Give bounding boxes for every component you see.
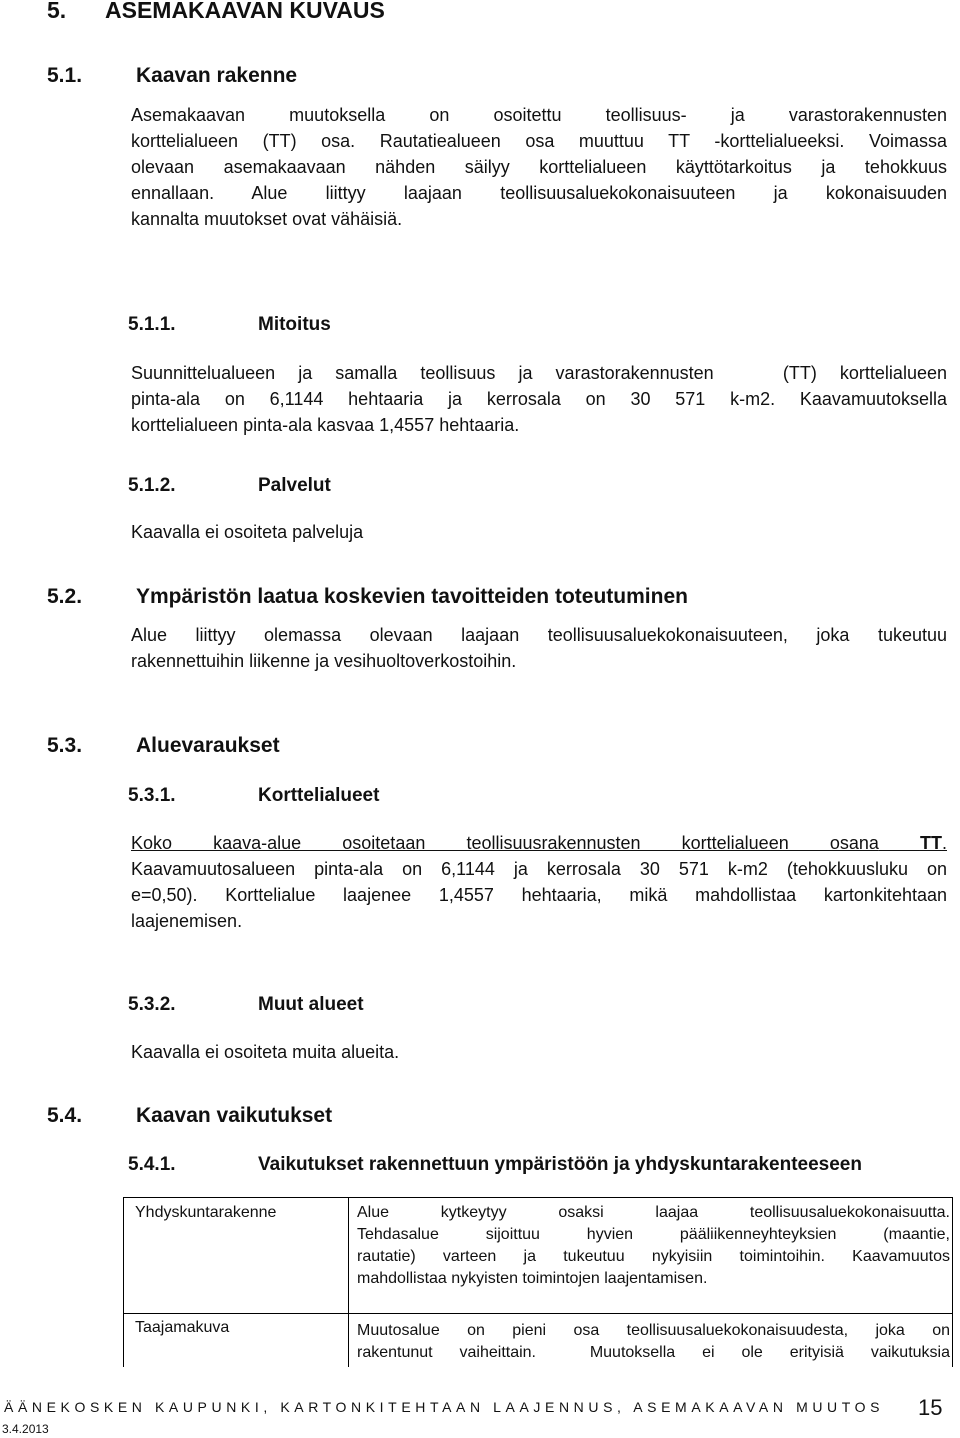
text-line: e=0,50). Korttelialue laajenee 1,4557 hehtaaria, mikä mahdollistaa kartonkitehtaan [131,885,947,905]
table-row-label: Taajamakuva [135,1319,230,1336]
table-row-divider [123,1313,953,1314]
subsection-number: 5.1.1. [128,314,176,335]
section-title: Kaavan rakenne [136,64,298,87]
text-line: rakennettuihin liikenne ja vesihuoltoverkostoihin. [131,651,517,671]
table-column-divider [348,1197,349,1367]
page-footer: ÄÄNEKOSKEN KAUPUNKI, KARTONKITEHTAAN LAAJENNUS, ASEMAKAAVAN MUUTOS [4,1399,885,1415]
subsection-paragraph [131,830,947,934]
subsection-number: 5.3.2. [128,994,176,1015]
text-line: Asemakaavan muutoksella on osoitettu teollisuus- ja varastorakennusten [131,105,947,125]
chapter-number: 5. [47,0,67,23]
text-line: rakentunut vaiheittain. Muutoksella ei ole erityisiä vaikutuksia [357,1344,950,1361]
section-number: 5.4. [47,1104,83,1127]
text-line: kannalta muutokset ovat vähäisiä. [131,209,403,229]
subsection-number: 5.3.1. [128,785,176,806]
text-line: korttelialueen (TT) osa. Rautatiealueen osa muuttuu TT -korttelialueeksi. Voimassa [131,131,947,151]
text-line: laajenemisen. [131,911,243,931]
text-line: Tehdasalue sijoittuu hyvien pääliikenneyhteyksien (maantie, [357,1226,950,1243]
section-title: Ympäristön laatua koskevien tavoitteiden toteutuminen [136,585,688,608]
subsection-title: Palvelut [258,475,331,496]
subsection-paragraph [131,360,947,438]
text-line: Suunnittelualueen ja samalla teollisuus ja varastorakennusten (TT) korttelialueen [131,363,947,383]
section-title: Aluevaraukset [136,734,280,757]
text-line: rautatie) varteen ja tukeutuu nykyisiin toimintoihin. Kaavamuutos [357,1248,950,1265]
document-date: 3.4.2013 [2,1422,49,1436]
underlined-text: Koko kaava-alue osoitetaan teollisuusrakennusten korttelialueen osana [131,833,879,853]
table-row-label: Yhdyskuntarakenne [135,1204,277,1221]
text-line: olevaan asemakaavaan nähden säilyy korttelialueen käyttötarkoitus ja tehokkuus [131,157,947,177]
subsection-title: Muut alueet [258,994,364,1015]
subsection-number: 5.4.1. [128,1154,176,1175]
punctuation: . [941,833,947,853]
subsection-text: Kaavalla ei osoiteta muita alueita. [131,1042,400,1062]
zone-code: TT [919,833,942,853]
subsection-title: Korttelialueet [258,785,380,806]
section-number: 5.2. [47,585,83,608]
text-line: mahdollistaa nykyisten toimintojen laajentamisen. [357,1270,708,1287]
subsection-text: Kaavalla ei osoiteta palveluja [131,522,364,542]
page-number: 15 [918,1395,943,1420]
text-line: ennallaan. Alue liittyy laajaan teollisuusaluekokonaisuuteen ja kokonaisuuden [131,183,947,203]
section-number: 5.1. [47,64,83,87]
table-row-text [357,1202,950,1290]
section-paragraph [131,622,947,674]
text-line: Kaavamuutosalueen pinta-ala on 6,1144 ja kerrosala 30 571 k-m2 (tehokkuusluku on [131,859,947,879]
text-line: pinta-ala on 6,1144 hehtaaria ja kerrosala on 30 571 k-m2. Kaavamuutoksella [131,389,947,409]
chapter-title: ASEMAKAAVAN KUVAUS [105,0,385,23]
text-line: Muutosalue on pieni osa teollisuusaluekokonaisuudesta, joka on [357,1322,950,1339]
subsection-title: Mitoitus [258,314,331,335]
section-title: Kaavan vaikutukset [136,1104,333,1127]
table-row-text [357,1320,950,1364]
text-line: Alue kytkeytyy osaksi laajaa teollisuusaluekokonaisuutta. [357,1204,950,1221]
section-number: 5.3. [47,734,83,757]
subsection-title: Vaikutukset rakennettuun ympäristöön ja yhdyskuntarakenteeseen [258,1154,862,1175]
subsection-number: 5.1.2. [128,475,176,496]
text-line: Alue liittyy olemassa olevaan laajaan teollisuusaluekokonaisuuteen, joka tukeutuu [131,625,947,645]
text-line: korttelialueen pinta-ala kasvaa 1,4557 hehtaaria. [131,415,520,435]
text-line [131,830,947,856]
section-paragraph [131,102,947,232]
